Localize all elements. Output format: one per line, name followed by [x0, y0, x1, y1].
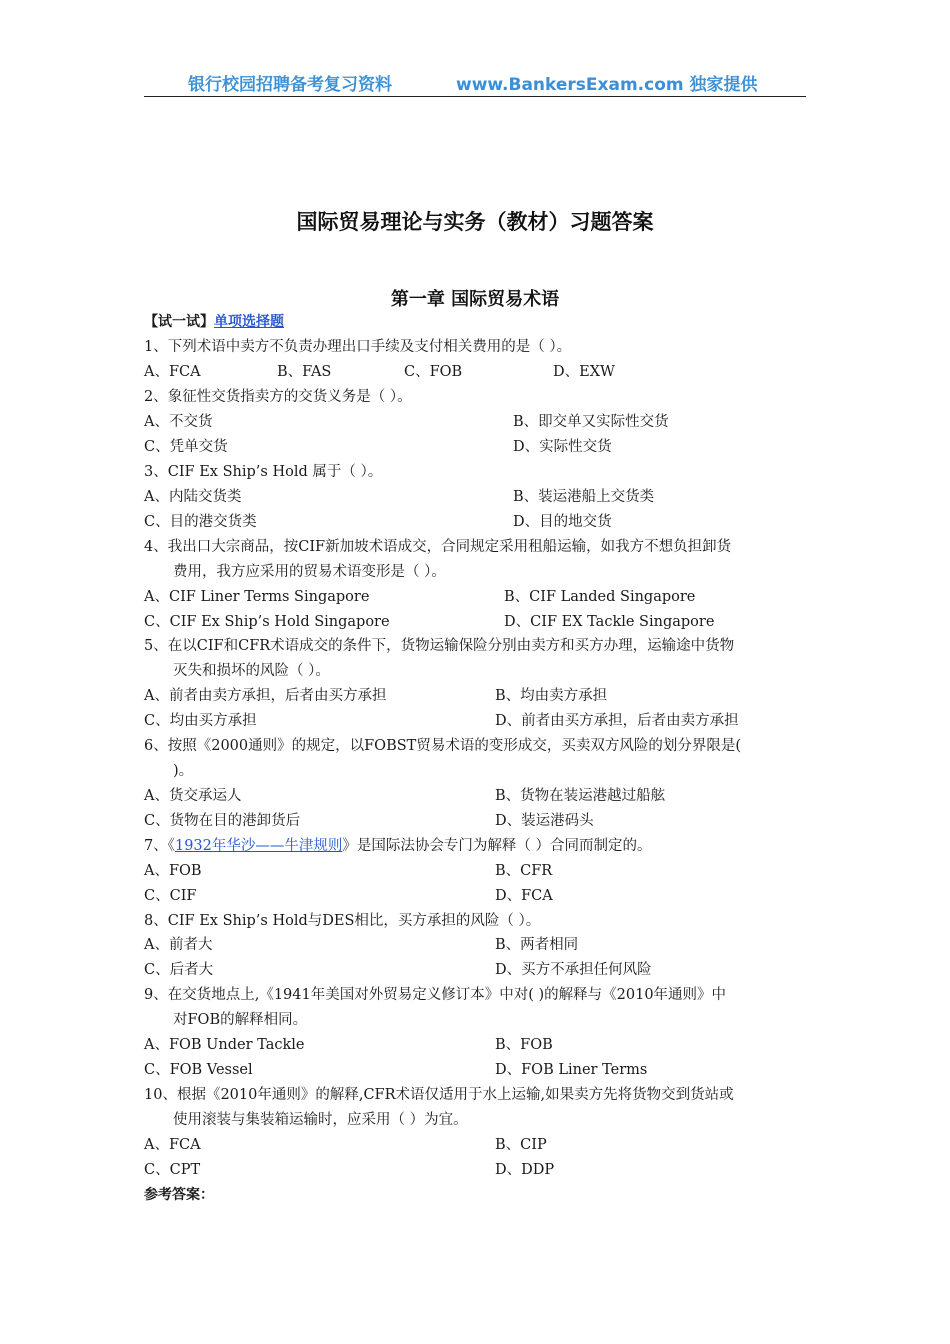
- question-10-line-2: 使用滚装与集装箱运输时，应采用（ ）为宜。: [173, 1112, 468, 1128]
- q7-option-a: A、FOB: [144, 863, 202, 879]
- q8-option-c: C、后者大: [144, 962, 214, 978]
- q10-option-b: B、CIP: [495, 1137, 547, 1153]
- q4-option-d: D、CIF EX Tackle Singapore: [504, 614, 715, 630]
- question-6-line-2: )。: [173, 763, 194, 779]
- q6-option-c: C、货物在目的港卸货后: [144, 813, 301, 829]
- q10-option-a: A、FCA: [144, 1137, 201, 1153]
- q1-option-b: B、FAS: [277, 364, 332, 380]
- q7-suffix: 》是国际法协会专门为解释（ ）合同而制定的。: [342, 838, 652, 854]
- question-9-line-2: 对FOB的解释相同。: [173, 1012, 308, 1028]
- question-6-line-1: 6、按照《2000通则》的规定，以FOBST贸易术语的变形成交，买卖双方风险的划分界限是(: [144, 738, 741, 754]
- q2-option-c: C、凭单交货: [144, 439, 228, 455]
- q7-option-c: C、CIF: [144, 888, 197, 904]
- q10-option-c: C、CPT: [144, 1162, 201, 1178]
- q6-option-d: D、装运港码头: [495, 813, 594, 829]
- chapter-heading: 第一章 国际贸易术语: [390, 289, 560, 310]
- q7-prefix: 7、《: [144, 838, 175, 854]
- question-3: 3、CIF Ex Ship’s Hold 属于（ ）。: [144, 464, 383, 480]
- section-heading: [144, 312, 284, 332]
- q3-option-c: C、目的港交货类: [144, 514, 257, 530]
- q9-option-d: D、FOB Liner Terms: [495, 1062, 648, 1078]
- section-prefix: 【试一试】: [144, 314, 214, 330]
- q9-option-c: C、FOB Vessel: [144, 1062, 253, 1078]
- q4-option-a: A、CIF Liner Terms Singapore: [144, 589, 370, 605]
- q9-option-a: A、FOB Under Tackle: [144, 1037, 305, 1053]
- q1-option-d: D、EXW: [553, 364, 615, 380]
- question-7: [144, 836, 652, 856]
- answers-label: 参考答案：: [144, 1187, 214, 1203]
- q6-option-a: A、货交承运人: [144, 788, 242, 804]
- q1-option-a: A、FCA: [144, 364, 201, 380]
- q2-option-a: A、不交货: [144, 414, 213, 430]
- q5-option-b: B、均由卖方承担: [495, 688, 608, 704]
- q5-option-d: D、前者由买方承担，后者由卖方承担: [495, 713, 739, 729]
- q4-option-c: C、CIF Ex Ship’s Hold Singapore: [144, 614, 390, 630]
- question-5-line-2: 灭失和损坏的风险（ ）。: [173, 663, 330, 679]
- question-1: 1、下列术语中卖方不负责办理出口手续及支付相关费用的是（ ）。: [144, 339, 572, 355]
- q8-option-d: D、买方不承担任何风险: [495, 962, 652, 978]
- q5-option-a: A、前者由卖方承担，后者由买方承担: [144, 688, 387, 704]
- q7-option-b: B、CFR: [495, 863, 553, 879]
- q9-option-b: B、FOB: [495, 1037, 553, 1053]
- question-4-line-2: 费用，我方应采用的贸易术语变形是（ ）。: [173, 564, 446, 580]
- header-site-text: www.BankersExam.com 独家提供: [456, 75, 758, 95]
- question-10-line-1: 10、根据《2010年通则》的解释,CFR术语仅适用于水上运输,如果卖方先将货物交到货站或: [144, 1087, 734, 1103]
- q2-option-d: D、实际性交货: [513, 439, 612, 455]
- q1-option-c: C、FOB: [404, 364, 463, 380]
- question-5-line-1: 5、在以CIF和CFR术语成交的条件下，货物运输保险分别由卖方和买方办理，运输途中货物: [144, 638, 735, 654]
- header-left-text: 银行校园招聘备考复习资料: [188, 75, 392, 95]
- q5-option-c: C、均由买方承担: [144, 713, 257, 729]
- page-header: [144, 66, 806, 97]
- q8-option-a: A、前者大: [144, 937, 213, 953]
- q3-option-a: A、内陆交货类: [144, 489, 242, 505]
- question-9-line-1: 9、在交货地点上,《1941年美国对外贸易定义修订本》中对( )的解释与《2010年通则》中: [144, 987, 727, 1003]
- q6-option-b: B、货物在装运港越过船舷: [495, 788, 666, 804]
- section-link[interactable]: 单项选择题: [214, 314, 284, 330]
- question-8: 8、CIF Ex Ship’s Hold与DES相比，买方承担的风险（ ）。: [144, 913, 541, 929]
- q3-option-b: B、装运港船上交货类: [513, 489, 655, 505]
- q7-option-d: D、FCA: [495, 888, 553, 904]
- q10-option-d: D、DDP: [495, 1162, 555, 1178]
- document-title: 国际贸易理论与实务（教材）习题答案: [296, 210, 654, 234]
- q4-option-b: B、CIF Landed Singapore: [504, 589, 696, 605]
- question-2: 2、象征性交货指卖方的交货义务是（ ）。: [144, 389, 412, 405]
- q8-option-b: B、两者相同: [495, 937, 579, 953]
- q7-rules-link[interactable]: 1932年华沙——牛津规则: [174, 838, 343, 854]
- q2-option-b: B、即交单又实际性交货: [513, 414, 669, 430]
- q3-option-d: D、目的地交货: [513, 514, 612, 530]
- question-4-line-1: 4、我出口大宗商品，按CIF新加坡术语成交，合同规定采用租船运输，如我方不想负担卸货: [144, 539, 732, 555]
